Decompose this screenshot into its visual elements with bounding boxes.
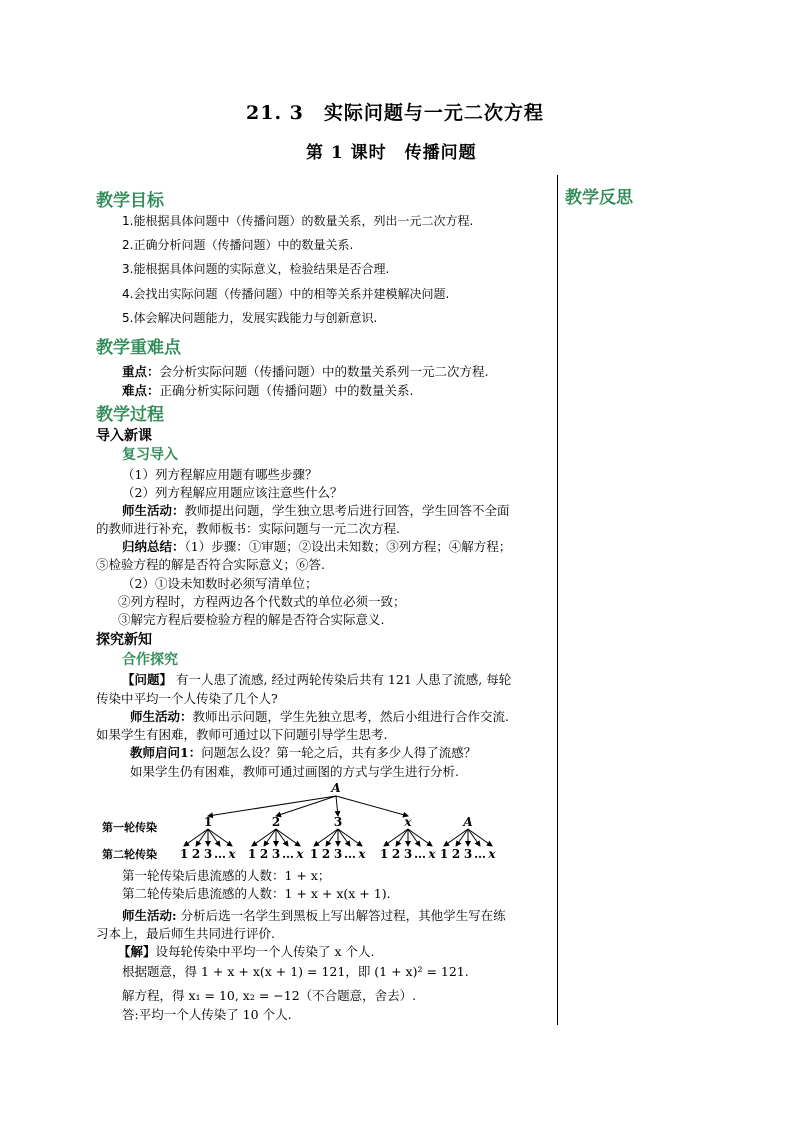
round2-node: 2 [451,847,461,861]
tree-arrow [468,829,492,846]
round2-label: 第二轮传染 [102,848,157,861]
tree-arrow [408,829,420,846]
tree-arrow [326,829,338,846]
tree-arrow [444,829,468,846]
infection-tree-diagram [96,780,516,866]
tree-arrow [338,829,362,846]
tree-arrow [276,829,288,846]
root-node: A [331,781,341,795]
tree-arrow [208,829,220,846]
activity3-text: 分析后选一名学生到黑板上写出解答过程，其他学生写在练 [180,908,506,923]
activity-label: 师生活动： [122,503,185,518]
round2-node: 1 [247,847,257,861]
round2-node: 1 [439,847,449,861]
keypoints-heading: 教学重难点 [96,338,181,358]
key-label: 重点： [122,364,160,379]
tree-arrow [314,829,338,846]
round2-node: x [428,847,436,861]
second-round-count: 第二轮传染后患流感的人数：1 + x + x(x + 1). [122,886,391,901]
activity2-line-2: 如果学生有困难，教师可通过以下问题引导学生思考. [96,727,388,742]
activity-text: 教师提出问题，学生独立思考后进行回答，学生回答不全面 [184,503,510,518]
solution-line [118,942,375,960]
teacher-question-label: 教师启问1： [130,745,202,760]
first-round-count: 第一轮传染后患流感的人数：1 + x； [122,868,331,883]
round2-node: 2 [259,847,269,861]
tree-arrow [184,829,208,846]
summary-text: （1）步骤：①审题；②设出未知数；③列方程；④解方程； [184,539,512,554]
summary-label: 归纳总结： [122,539,185,554]
round2-node: 1 [309,847,319,861]
round2-node: … [344,847,356,861]
round2-node: 2 [191,847,201,861]
activity-line-1 [122,501,510,519]
tree-arrow [408,829,432,846]
equation-line: 根据题意，得 1 + x + x(x + 1) = 121，即 (1 + x)² = 121. [122,964,469,979]
activity2-label: 师生活动： [130,709,193,724]
activity3-line-1 [122,906,506,924]
objective-item: 4.会找出实际问题（传播问题）中的相等关系并建模解决问题. [122,287,450,301]
tree-arrow [468,829,480,846]
activity2-line-1 [130,707,509,725]
objective-item: 5.体会解决问题能力，发展实践能力与创新意识. [122,311,378,325]
round2-node: 3 [203,847,213,861]
review-question-1: （1）列方程解应用题有哪些步骤？ [122,467,318,482]
activity2-text: 教师出示问题，学生先独立思考，然后小组进行合作交流. [192,709,509,724]
solve-line: 解方程，得 x₁ = 10, x₂ = −12（不合题意，舍去）. [122,988,417,1003]
difficult-label: 难点： [122,383,160,398]
reflection-heading: 教学反思 [565,188,633,208]
summary-line-2: ⑤检验方程的解是否符合实际意义；⑥答. [96,557,325,572]
objectives-heading: 教学目标 [96,191,164,211]
coop-heading: 合作探究 [122,652,178,668]
round2-node: 3 [333,847,343,861]
review-heading: 复习导入 [122,447,178,463]
round2-node: … [214,847,226,861]
round2-node: 3 [403,847,413,861]
round2-node: x [488,847,496,861]
problem-line-1 [122,670,511,688]
teacher-question [130,743,476,761]
note-line-1: （2）①设未知数时必须写清单位； [122,576,318,591]
activity3-label: 师生活动: [122,908,177,923]
round1-node: 3 [333,815,343,829]
activity3-line-2: 习本上，最后师生共同进行评价. [96,926,275,941]
note-line-2: ②列方程时，方程两边各个代数式的单位必须一致； [118,594,406,609]
solution-label: 【解】 [118,944,156,959]
round2-node: 2 [391,847,401,861]
answer-line: 答:平均一个人传染了 10 个人. [122,1007,292,1022]
round2-node: x [358,847,366,861]
tree-arrow [208,796,336,816]
tree-arrow [336,796,408,816]
note-line-3: ③解完方程后要检验方程的解是否符合实际意义. [118,612,385,627]
column-divider [557,175,558,1025]
objective-item: 2.正确分析问题（传播问题）中的数量关系. [122,238,354,252]
round2-node: … [474,847,486,861]
summary-line-1 [122,537,511,555]
round2-node: 3 [271,847,281,861]
key-text: 会分析实际问题（传播问题）中的数量关系列一元二次方程. [159,364,489,379]
round2-node: x [228,847,236,861]
round1-node: x [404,815,412,829]
tree-arrow [456,829,468,846]
objective-item: 3.能根据具体问题的实际意义，检验结果是否合理. [122,262,390,276]
difficult-point [122,381,414,399]
tree-arrow [208,829,232,846]
round2-node: 3 [463,847,473,861]
tree-arrow [276,796,336,816]
tree-arrow [336,796,338,816]
problem-line-2: 传染中平均一个人传染了几个人? [96,691,278,706]
process-heading: 教学过程 [96,405,164,425]
key-point [122,362,489,380]
round2-node: 1 [379,847,389,861]
round2-node: 1 [179,847,189,861]
tree-arrow [196,829,208,846]
teacher-question-note: 如果学生仍有困难，教师可通过画图的方式与学生进行分析. [130,764,459,779]
tree-arrow [338,829,350,846]
problem-label: 【问题】 [122,672,173,687]
page-title: 21. 3 实际问题与一元二次方程 [246,102,544,124]
teacher-question-text: 问题怎么设？第一轮之后，共有多少人得了流感？ [201,745,477,760]
difficult-text: 正确分析实际问题（传播问题）中的数量关系. [159,383,414,398]
problem-text: 有一人患了流感, 经过两轮传染后共有 121 人患了流感, 每轮 [176,672,512,687]
tree-arrow [276,829,300,846]
round2-node: 2 [321,847,331,861]
activity-line-2: 的教师进行补充，教师板书：实际问题与一元二次方程. [96,521,400,536]
tree-arrow [264,829,276,846]
round2-node: x [296,847,304,861]
review-question-2: （2）列方程解应用题应该注意些什么？ [122,485,343,500]
objective-item: 1.能根据具体问题中（传播问题）的数量关系，列出一元二次方程. [122,214,474,228]
round1-label: 第一轮传染 [102,821,157,834]
explore-heading: 探究新知 [96,632,152,648]
tree-arrow [384,829,408,846]
round1-node: 2 [271,815,281,829]
tree-arrow [252,829,276,846]
page-subtitle: 第 1 课时 传播问题 [306,143,477,163]
intro-heading: 导入新课 [96,428,152,444]
round1-node: A [463,815,473,829]
round1-node: 1 [203,815,213,829]
tree-arrow [396,829,408,846]
round2-node: … [414,847,426,861]
solution-text: 设每轮传染中平均一个人传染了 x 个人. [155,944,375,959]
round2-node: … [282,847,294,861]
